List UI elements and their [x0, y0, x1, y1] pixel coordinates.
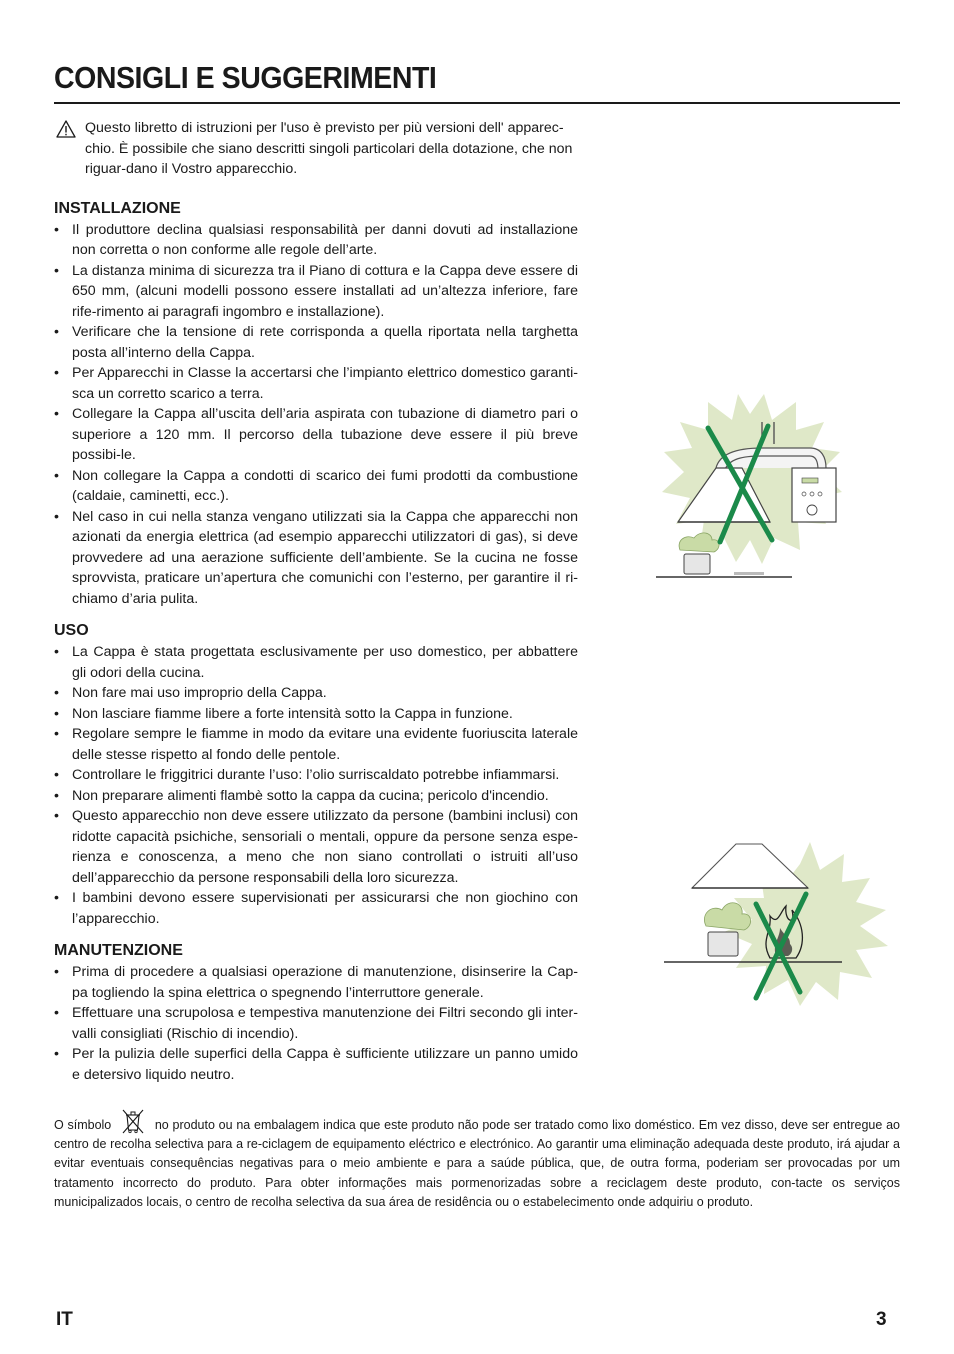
weee-text-body: no produto ou na embalagem indica que este produto não pode ser tratado como lixo doméstico. Em vez disso, deve ser entregue ao centro de recolha selectiva para a re-ciclagem de equipamento eléctrico e electrónico. Ao garantir uma eliminação adequada deste produto, irá ajudar a evitar eventuais consequências negativas para o meio ambiente e para a saúde pública, que, de outra forma, poderiam ser provocadas por um tratamento incorrecto do produto. Para obter informações mais pormenorizadas sobre a reciclagem deste produto, con-tacte os serviços municipalizados locais, o centro de recolha selectiva da sua área de residência ou o estabelecimento onde adquiriu o produto. — [54, 1117, 900, 1210]
section-heading-uso: USO — [54, 622, 89, 639]
list-item: • Effettuare una scrupolosa e tempestiva manutenzione dei Filtri secondo gli inter-valli consigliati (Rischio di incendio). — [54, 1003, 578, 1044]
list-item: • Prima di procedere a qualsiasi operazione di manutenzione, disinserire la Cap-pa togliendo la spina elettrica o spegnendo l’interruttore generale. — [54, 962, 578, 1003]
uso-list — [54, 642, 578, 929]
hood-canopy — [692, 844, 808, 888]
list-item: • Non fare mai uso improprio della Cappa. — [54, 683, 578, 704]
list-item: • Per Apparecchi in Classe la accertarsi che l’impianto elettrico domestico garanti-sca un corretto scarico a terra. — [54, 363, 578, 404]
list-item: • Questo apparecchio non deve essere utilizzato da persone (bambini inclusi) con ridotte capacità psichiche, sensoriali o mentali, oppure da persone senza espe-rienza e conoscenza, a meno che non siano controllati o istruiti all’uso dell’apparecchio da persone responsabili della loro sicurezza. — [54, 806, 578, 888]
section-heading-manutenzione: MANUTENZIONE — [54, 942, 183, 959]
list-item: • Non preparare alimenti flambè sotto la cappa da cucina; pericolo d'incendio. — [54, 786, 578, 807]
main-text-column — [54, 118, 578, 1085]
list-item: • Controllare le friggitrici durante l’uso: l’olio surriscaldato potrebbe infiammarsi. — [54, 765, 578, 786]
list-item: • Per la pulizia delle superfici della Cappa è sufficiente utilizzare un panno umido e detersivo liquido neutro. — [54, 1044, 578, 1085]
warning-note-text: Questo libretto di istruzioni per l'uso è previsto per più versioni dell' apparec-chio. È possibile che siano descritti singoli particolari della dotazione, che non riguar-dano il Vostro apparecchio. — [85, 120, 573, 177]
hood-boiler-illustration — [650, 392, 850, 587]
list-item: • Non collegare la Cappa a condotti di scarico dei fumi prodotti da combustione (caldaie, caminetti, ecc.). — [54, 466, 578, 507]
cooking-pot — [684, 554, 710, 574]
flambe-illustration — [660, 840, 900, 1010]
list-item: • Collegare la Cappa all’uscita dell’aria aspirata con tubazione di diametro pari o superiore a 120 mm. Il percorso della tubazione deve essere il più breve possibi-le. — [54, 404, 578, 466]
cooking-pot — [708, 932, 738, 956]
page-number: 3 — [876, 1309, 887, 1330]
weee-text-start: O símbolo — [54, 1117, 112, 1132]
list-item: • Verificare che la tensione di rete corrisponda a quella riportata nella targhetta posta all’interno della Cappa. — [54, 322, 578, 363]
warning-note — [54, 118, 578, 180]
manutenzione-list — [54, 962, 578, 1085]
list-item: • Il produttore declina qualsiasi responsabilità per danni dovuti ad installazione non corretta o non conforme alle regole dell’arte. — [54, 220, 578, 261]
section-heading-installazione: INSTALLAZIONE — [54, 199, 181, 217]
title-rule — [54, 102, 900, 104]
warning-icon — [56, 120, 76, 138]
list-item: • Regolare sempre le fiamme in modo da evitare una evidente fuoriuscita laterale delle stesse rispetto al fondo delle pentole. — [54, 724, 578, 765]
list-item: • Nel caso in cui nella stanza vengano utilizzati sia la Cappa che apparecchi non azionati da energia elettrica (ad esempio apparecchi utilizzatori di gas), si deve provvedere ad una aerazione sufficiente dell’ambiente. Se la cucina ne fosse sprovvista, praticare un’apertura che comunichi con l’esterno, per garantire il ri-chiamo d’aria pulita. — [54, 507, 578, 610]
crossed-bin-icon — [119, 1107, 147, 1135]
list-item: • La Cappa è stata progettata esclusivamente per uso domestico, per abbattere gli odori della cucina. — [54, 642, 578, 683]
weee-disposal-notice — [54, 1107, 900, 1213]
page-title: CONSIGLI E SUGGERIMENTI — [54, 60, 437, 95]
language-code: IT — [56, 1309, 73, 1330]
list-item: • Non lasciare fiamme libere a forte intensità sotto la Cappa in funzione. — [54, 704, 578, 725]
list-item: • I bambini devono essere supervisionati per assicurarsi che non giochino con l’apparecchio. — [54, 888, 578, 929]
installazione-list — [54, 220, 578, 610]
list-item: • La distanza minima di sicurezza tra il Piano di cottura e la Cappa deve essere di 650 mm, (alcuni modelli possono essere installati ad un’altezza inferiore, fare rife-rimento ai paragrafi ingombro e installazione). — [54, 261, 578, 323]
